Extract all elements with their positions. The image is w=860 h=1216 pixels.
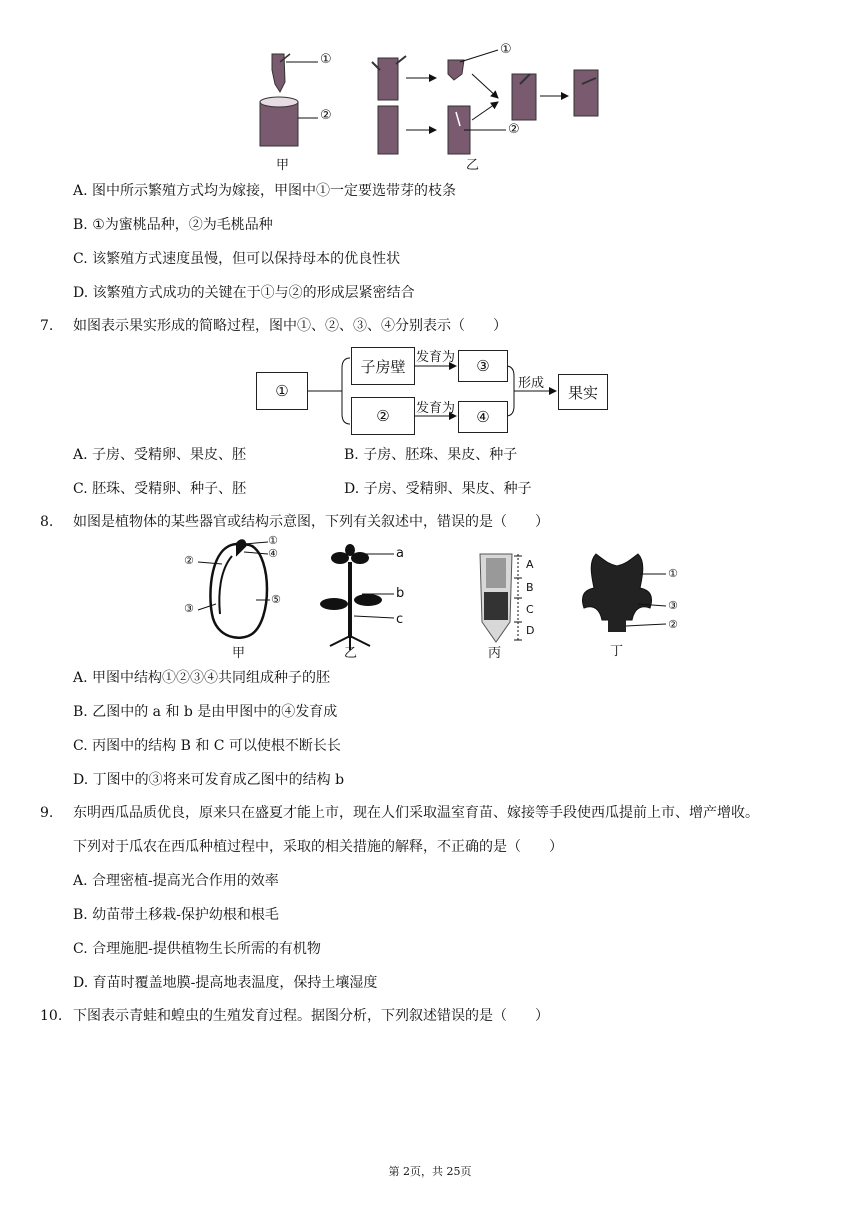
q8-jia-n5: ⑤ — [271, 593, 281, 606]
q9-stem-line2: 下列对于瓜农在西瓜种植过程中，采取的相关措施的解释，不正确的是（ ） — [73, 839, 563, 855]
q6-label-jia: 甲 — [276, 158, 290, 173]
q7-option-a[interactable] — [73, 446, 246, 464]
q6-num2-jia: ② — [320, 108, 332, 123]
q8-yi-a: a — [396, 546, 404, 561]
option-text: 甲图中结构①②③④共同组成种子的胚 — [92, 670, 331, 686]
q8-ding-n3: ③ — [668, 599, 678, 612]
q9-option-a[interactable] — [73, 872, 279, 890]
option-letter: A. — [73, 873, 88, 889]
option-text: 该繁殖方式成功的关键在于①与②的形成层紧密结合 — [92, 285, 415, 301]
q6-label-yi: 乙 — [466, 158, 480, 173]
q6-num1-jia: ① — [320, 52, 332, 67]
q8-bing-D: D — [526, 624, 535, 637]
q8-stem: 如图是植物体的某些器官或结构示意图，下列有关叙述中，错误的是（ ） — [73, 514, 549, 530]
option-letter: A. — [73, 183, 88, 199]
option-text: 子房、受精卵、果皮、胚 — [92, 447, 247, 463]
q8-option-d[interactable] — [73, 771, 344, 789]
q8-option-a[interactable] — [73, 669, 330, 687]
option-text: 乙图中的 a 和 b 是由甲图中的④发育成 — [92, 704, 338, 720]
option-text: 子房、胚珠、果皮、种子 — [363, 447, 518, 463]
option-text: 该繁殖方式速度虽慢，但可以保持母本的优良性状 — [92, 251, 401, 267]
option-letter: C. — [73, 738, 88, 754]
q7-option-d[interactable] — [344, 480, 532, 498]
option-letter: A. — [73, 670, 88, 686]
option-text: 丁图中的③将来可发育成乙图中的结构 b — [92, 772, 345, 788]
q10-stem: 下图表示青蛙和蝗虫的生殖发育过程。据图分析，下列叙述错误的是（ ） — [73, 1008, 549, 1024]
q6-option-d[interactable] — [73, 284, 415, 302]
flow-box-1: ① — [256, 372, 308, 410]
q8-figure — [180, 534, 700, 661]
flow-label-develop-2: 发育为 — [416, 401, 456, 416]
q7-stem: 如图表示果实形成的简略过程，图中①、②、③、④分别表示（ ） — [73, 318, 507, 334]
q8-ding-n2: ② — [668, 618, 678, 631]
q7-number: 7. — [40, 318, 54, 334]
option-letter: B. — [73, 217, 88, 233]
q8-number: 8. — [40, 514, 54, 530]
option-text: ①为蜜桃品种，②为毛桃品种 — [92, 217, 273, 233]
q8-yi-b: b — [396, 586, 405, 601]
option-letter: C. — [73, 481, 88, 497]
q8-label-ding: 丁 — [610, 644, 624, 659]
q6-option-c[interactable] — [73, 250, 400, 268]
q8-option-b[interactable] — [73, 703, 337, 721]
option-letter: D. — [73, 975, 89, 991]
flow-label-form: 形成 — [518, 376, 545, 391]
q8-yi-c: c — [396, 612, 404, 627]
q8-label-bing: 丙 — [488, 646, 502, 661]
option-letter: D. — [344, 481, 360, 497]
q8-label-jia: 甲 — [232, 646, 246, 661]
q7-option-b[interactable] — [344, 446, 517, 464]
flow-box-fruit: 果实 — [558, 374, 608, 410]
option-letter: B. — [73, 704, 88, 720]
option-letter: B. — [344, 447, 359, 463]
flow-box-ovary-wall: 子房壁 — [351, 347, 415, 385]
q7-option-c[interactable] — [73, 480, 246, 498]
q6-figure — [250, 40, 610, 175]
q8-bing-C: C — [526, 603, 534, 616]
option-letter: C. — [73, 941, 88, 957]
q8-jia-n4: ④ — [268, 547, 278, 560]
q6-option-a[interactable] — [73, 182, 456, 200]
option-letter: B. — [73, 907, 88, 923]
option-text: 幼苗带土移栽-保护幼根和根毛 — [92, 907, 279, 923]
option-letter: D. — [73, 285, 89, 301]
q9-number: 9. — [40, 805, 54, 821]
q6-num1-yi: ① — [500, 42, 512, 57]
flow-box-2: ② — [351, 397, 415, 435]
grafting-illustration — [250, 40, 610, 175]
option-letter: C. — [73, 251, 88, 267]
q8-jia-n3: ③ — [184, 602, 194, 615]
q9-option-c[interactable] — [73, 940, 321, 958]
flow-label-develop-1: 发育为 — [416, 350, 456, 365]
q8-bing-A: A — [526, 558, 534, 571]
q6-option-b[interactable] — [73, 216, 273, 234]
q8-label-yi: 乙 — [344, 646, 358, 661]
option-text: 胚珠、受精卵、种子、胚 — [92, 481, 247, 497]
q8-ding-n1: ① — [668, 567, 678, 580]
q6-num2-yi: ② — [508, 122, 520, 137]
option-text: 合理施肥-提供植物生长所需的有机物 — [92, 941, 321, 957]
q8-jia-n2: ② — [184, 554, 194, 567]
flow-box-3: ③ — [458, 350, 508, 382]
option-text: 子房、受精卵、果皮、种子 — [363, 481, 532, 497]
q7-flow-diagram — [250, 344, 620, 434]
option-text: 图中所示繁殖方式均为嫁接，甲图中①一定要选带芽的枝条 — [92, 183, 457, 199]
option-letter: D. — [73, 772, 89, 788]
q8-bing-B: B — [526, 581, 534, 594]
q10-number: 10. — [40, 1008, 63, 1024]
q9-option-b[interactable] — [73, 906, 279, 924]
page-footer: 第 2页，共 25页 — [388, 1165, 472, 1178]
q9-stem-line1: 东明西瓜品质优良，原来只在盛夏才能上市，现在人们采取温室育苗、嫁接等手段使西瓜提前上市、增产增收。 — [73, 805, 759, 821]
option-letter: A. — [73, 447, 88, 463]
option-text: 育苗时覆盖地膜-提高地表温度，保持土壤湿度 — [92, 975, 378, 991]
q8-jia-n1: ① — [268, 534, 278, 547]
option-text: 丙图中的结构 B 和 C 可以使根不断长长 — [92, 738, 341, 754]
q9-option-d[interactable] — [73, 974, 377, 992]
option-text: 合理密植-提高光合作用的效率 — [92, 873, 279, 889]
flow-box-4: ④ — [458, 401, 508, 433]
q8-option-c[interactable] — [73, 737, 341, 755]
